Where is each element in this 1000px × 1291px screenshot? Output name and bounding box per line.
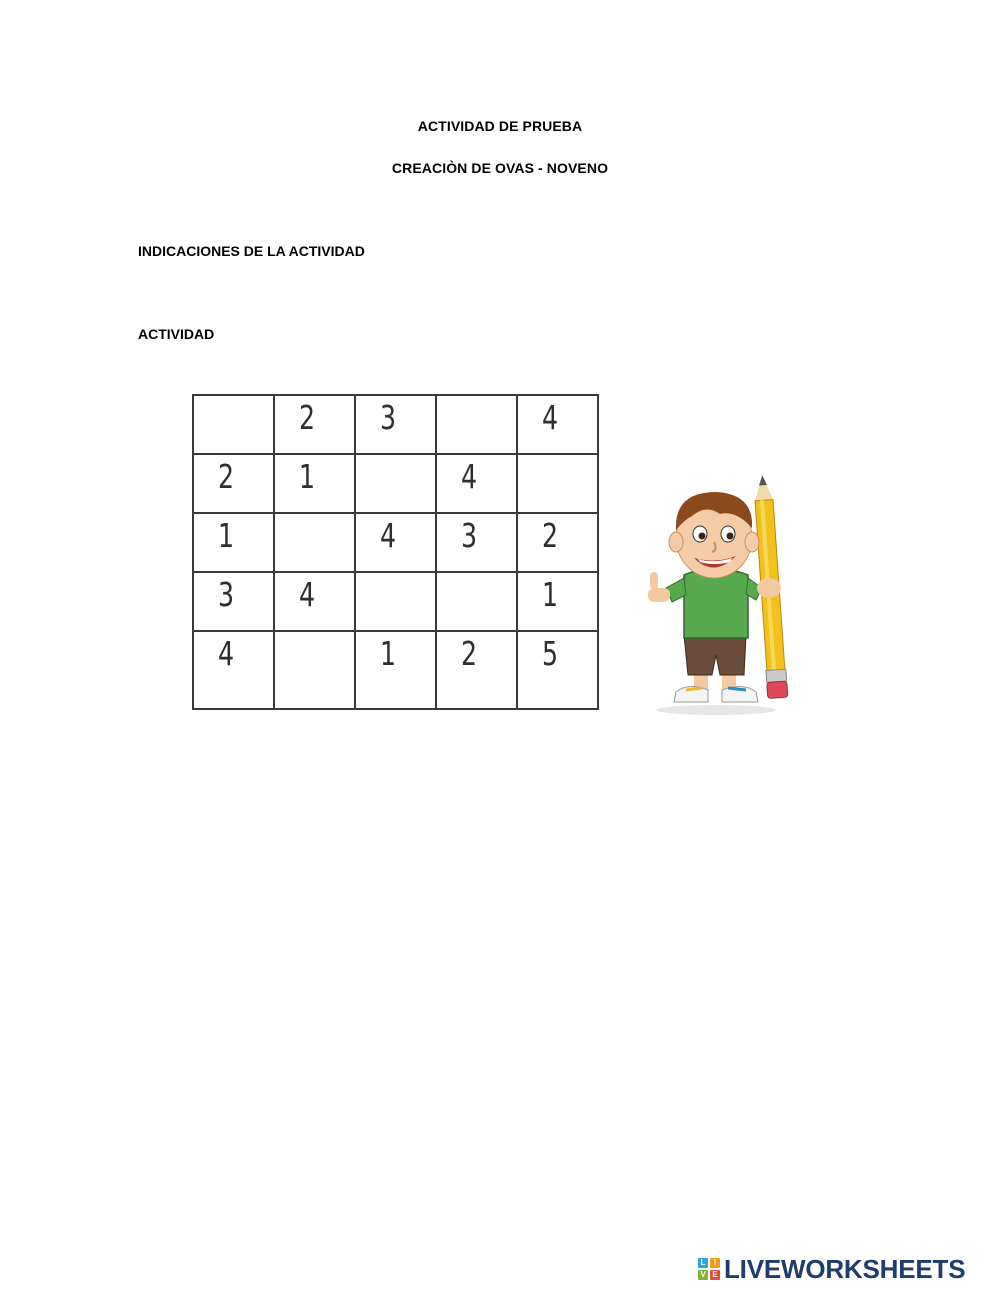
logo-blocks-icon: L I V E — [698, 1258, 720, 1280]
grid-cell[interactable]: 4 — [355, 513, 436, 572]
grid-cell[interactable]: 4 — [193, 631, 274, 709]
grid-row — [193, 395, 598, 454]
page-subtitle: CREACIÒN DE OVAS - NOVENO — [391, 160, 609, 176]
grid-cell[interactable]: 3 — [436, 513, 517, 572]
grid-row — [193, 513, 598, 572]
grid-cell[interactable]: 4 — [517, 395, 598, 454]
grid-row — [193, 572, 598, 631]
grid-cell[interactable] — [274, 513, 355, 572]
number-grid — [192, 394, 599, 710]
grid-cell[interactable]: 2 — [517, 513, 598, 572]
grid-cell[interactable]: 3 — [193, 572, 274, 631]
grid-cell[interactable]: 1 — [274, 454, 355, 513]
grid-cell[interactable]: 1 — [355, 631, 436, 709]
grid-cell[interactable]: 5 — [517, 631, 598, 709]
grid-row — [193, 454, 598, 513]
grid-cell[interactable]: 1 — [193, 513, 274, 572]
logo-text: LIVEWORKSHEETS — [724, 1253, 966, 1284]
grid-cell[interactable] — [436, 395, 517, 454]
boy-with-pencil-icon — [636, 470, 816, 720]
grid-cell[interactable] — [193, 395, 274, 454]
grid-cell[interactable]: 2 — [274, 395, 355, 454]
grid-row — [193, 631, 598, 709]
grid-cell[interactable]: 3 — [355, 395, 436, 454]
grid-cell[interactable]: 4 — [436, 454, 517, 513]
liveworksheets-logo — [698, 1253, 966, 1284]
instructions-heading: INDICACIONES DE LA ACTIVIDAD — [138, 243, 365, 259]
page-title: ACTIVIDAD DE PRUEBA — [417, 118, 583, 134]
grid-cell[interactable] — [436, 572, 517, 631]
grid-cell[interactable]: 2 — [436, 631, 517, 709]
grid-cell[interactable]: 2 — [193, 454, 274, 513]
grid-cell[interactable]: 1 — [517, 572, 598, 631]
grid-cell[interactable] — [355, 454, 436, 513]
grid-cell[interactable]: 4 — [274, 572, 355, 631]
activity-heading: ACTIVIDAD — [138, 326, 215, 342]
grid-cell[interactable] — [517, 454, 598, 513]
grid-cell[interactable] — [355, 572, 436, 631]
grid-cell[interactable] — [274, 631, 355, 709]
